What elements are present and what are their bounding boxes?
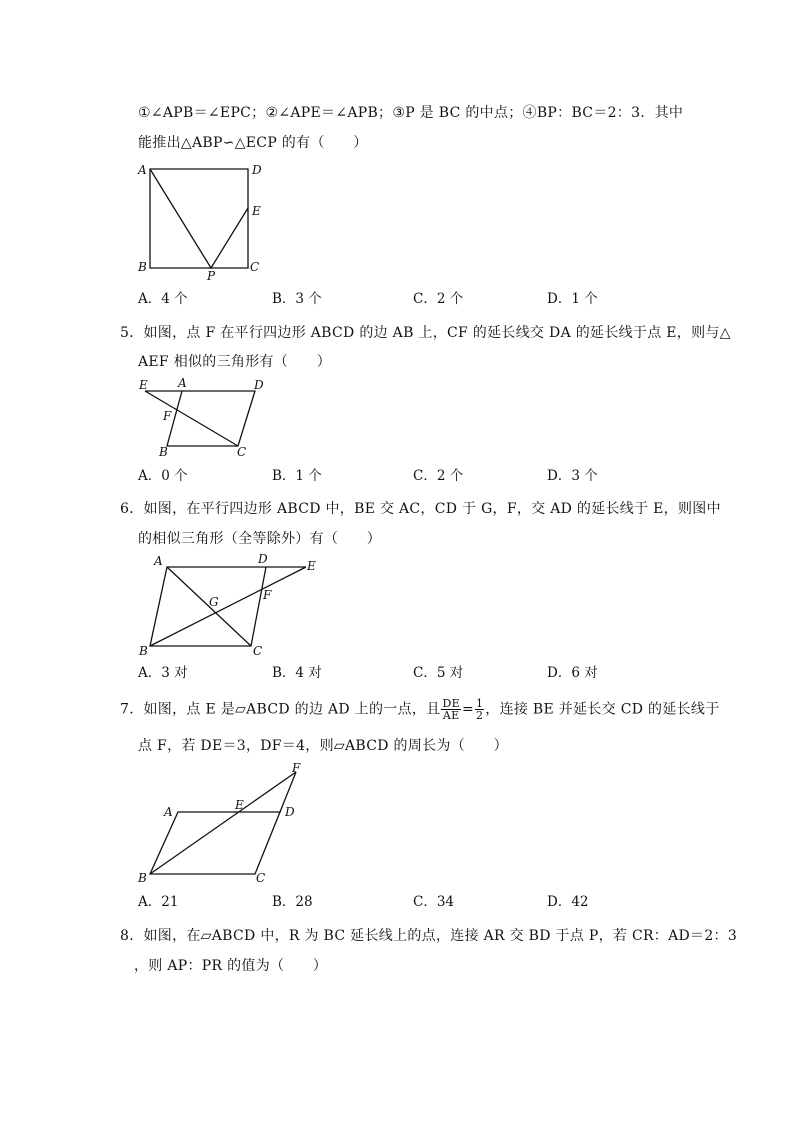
q7-option-d[interactable]: D．42 <box>547 894 589 910</box>
q6-label-d: D <box>258 552 268 566</box>
q7-label-c: C <box>256 871 266 885</box>
q5-option-b[interactable]: B．1 个 <box>272 468 322 484</box>
q5-label-b: B <box>159 445 168 459</box>
q4-label-d: D <box>252 163 262 177</box>
q7-segment-bf <box>150 772 296 874</box>
q5-label-a: A <box>178 376 187 390</box>
q7-parallelogram-abcd <box>150 812 280 874</box>
q5-option-d[interactable]: D．3 个 <box>547 468 598 484</box>
q5-parallelogram-abcd <box>167 391 255 446</box>
q7-option-a[interactable]: A．21 <box>138 894 179 910</box>
q4-option-d[interactable]: D．1 个 <box>547 291 598 307</box>
q6-option-b[interactable]: B．4 对 <box>272 665 322 681</box>
q4-label-e: E <box>252 204 261 218</box>
q7-label-a: A <box>164 805 173 819</box>
q6-segment-be <box>150 567 306 646</box>
q6-option-c[interactable]: C．5 对 <box>413 665 464 681</box>
q8-text-line2: ，则 AP：PR 的值为（ ） <box>134 958 328 974</box>
q4-text-line1: ①∠APB＝∠EPC；②∠APE＝∠APB；③P 是 BC 的中点；④BP：BC＝2：3．其中 <box>138 105 684 121</box>
q7-fraction-de-ae <box>441 698 460 721</box>
q7-label-b: B <box>138 871 147 885</box>
q5-segment-ec <box>145 391 238 446</box>
q7-frac-denominator: AE <box>442 709 460 722</box>
q6-option-a[interactable]: A．3 对 <box>138 665 188 681</box>
q8-text-line1: 8．如图，在▱ABCD 中，R 为 BC 延长线上的点，连接 AR 交 BD 于点 P，若 CR：AD＝2：3 <box>120 928 738 944</box>
q4-label-c: C <box>250 260 260 274</box>
q7-option-b[interactable]: B．28 <box>272 894 313 910</box>
q7-text-line1 <box>120 698 720 721</box>
q7-frac2-denominator: 2 <box>475 709 484 722</box>
q6-label-b: B <box>139 644 148 658</box>
q4-figure <box>130 160 280 285</box>
q7-text-line1-part-a: 7．如图，点 E 是▱ABCD 的边 AD 上的一点，且 <box>120 701 441 718</box>
q6-label-g: G <box>209 595 219 609</box>
q4-option-a[interactable]: A．4 个 <box>138 291 188 307</box>
q6-option-d[interactable]: D．6 对 <box>547 665 598 681</box>
q7-frac-numerator: DE <box>442 697 460 710</box>
q6-label-a: A <box>154 554 163 568</box>
q6-label-f: F <box>263 588 272 602</box>
q5-option-a[interactable]: A．0 个 <box>138 468 188 484</box>
q4-label-b: B <box>138 260 147 274</box>
q4-path-a-p-e <box>150 169 248 268</box>
q6-text-line1: 6．如图，在平行四边形 ABCD 中，BE 交 AC，CD 于 G，F，交 AD 的延长线于 E，则图中 <box>120 501 721 517</box>
q5-option-c[interactable]: C．2 个 <box>413 468 464 484</box>
q4-option-b[interactable]: B．3 个 <box>272 291 322 307</box>
q7-label-e: E <box>235 798 244 812</box>
q4-options <box>138 290 698 308</box>
q7-text-line1-part-b: ，连接 BE 并延长交 CD 的延长线于 <box>485 701 720 718</box>
q7-label-f: F <box>292 761 301 775</box>
q5-options <box>138 467 698 485</box>
q4-square-abcd <box>150 169 248 268</box>
q5-label-c: C <box>237 445 247 459</box>
q5-label-e: E <box>139 378 148 392</box>
q6-options <box>138 664 698 682</box>
q7-text-line2: 点 F，若 DE＝3，DF＝4，则▱ABCD 的周长为（ ） <box>138 738 508 754</box>
q5-label-f: F <box>163 409 172 423</box>
q7-frac2-numerator: 1 <box>475 697 484 710</box>
q6-parallelogram-abcd <box>150 567 266 646</box>
q6-figure <box>130 550 330 662</box>
q7-figure <box>130 758 330 890</box>
q4-option-c[interactable]: C．2 个 <box>413 291 464 307</box>
q7-option-c[interactable]: C．34 <box>413 894 455 910</box>
q7-label-d: D <box>285 805 295 819</box>
q7-frac-equals: = <box>461 701 474 718</box>
q6-text-line2: 的相似三角形（全等除外）有（ ） <box>138 531 382 547</box>
q4-label-a: A <box>138 163 147 177</box>
q5-figure <box>130 376 280 458</box>
q7-fraction-one-half <box>475 698 484 721</box>
q5-text-line2: AEF 相似的三角形有（ ） <box>138 354 331 370</box>
q5-label-d: D <box>254 378 264 392</box>
q4-label-p: P <box>207 269 216 283</box>
q7-options <box>138 893 698 911</box>
q4-text-line2: 能推出△ABP∽△ECP 的有（ ） <box>138 135 368 151</box>
q6-label-c: C <box>253 644 263 658</box>
q6-label-e: E <box>307 559 316 573</box>
q5-text-line1: 5．如图，点 F 在平行四边形 ABCD 的边 AB 上，CF 的延长线交 DA 的延长线于点 E，则与△ <box>120 325 731 341</box>
